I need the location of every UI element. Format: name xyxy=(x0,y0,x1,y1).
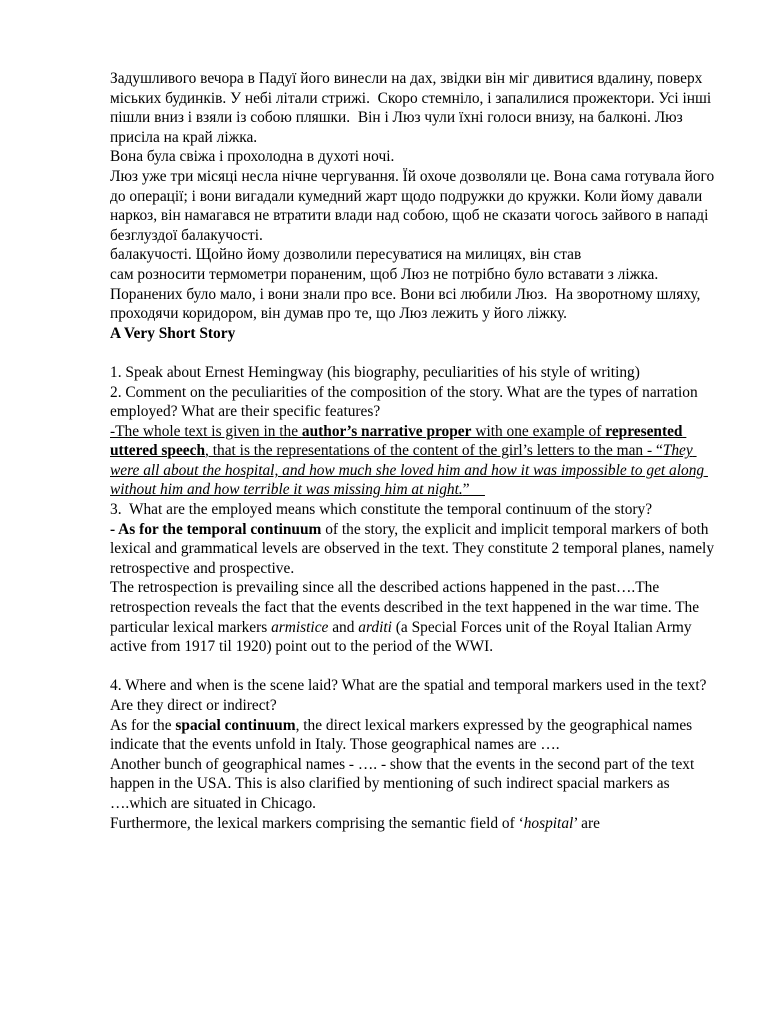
answer-4-rest: , the direct lexical markers expressed by the geographical names indicate that the events unfold in Italy. Those geographical names are …. xyxy=(110,716,697,754)
paragraph-ua-2: Вона була свіжа і прохолодна в духоті ночі. xyxy=(110,148,395,166)
paragraph-ua-4: балакучості. Щойно йому дозволили пересуватися на милицях, він став xyxy=(110,246,582,264)
paragraph-ua-3: Люз уже три місяці несла нічне чергування. Їй охоче дозволяли це. Вона сама готувала його до операції; і вони вигадали кумедний жарт щодо подружки до кружки. Коли йому давали наркоз, він намагався не втратити влади над собою, щоб не сказати чогось зайвого в нападі безглуздої балакучості. xyxy=(110,167,719,244)
answer-4-bold: spacial continuum xyxy=(175,716,296,734)
answer-4c-text-2: ’ are xyxy=(573,814,600,832)
answer-2-text-3: , that is the representations of the content of the girl’s letters to the man - “ xyxy=(205,442,663,460)
answer-2-text-4: ” xyxy=(462,481,485,499)
answer-3 xyxy=(110,520,716,579)
answer-4c-italic: hospital xyxy=(523,814,574,832)
answer-2-quote: They were all about the hospital, and how much she loved him and how it was impossible to get along without him and how terrible it was missing him at night. xyxy=(110,442,708,499)
answer-2-bold-2: represented uttered speech xyxy=(110,422,687,460)
answer-3b-italic-2: arditi xyxy=(358,618,392,636)
answer-4c-text-1: Furthermore, the lexical markers comprising the semantic field of ‘ xyxy=(110,814,524,832)
answer-4 xyxy=(110,716,716,755)
blank-line xyxy=(110,343,716,363)
paragraph-ua-1: Задушливого вечора в Падуї його винесли на дах, звідки він міг дивитися вдалину, поверх міських будинків. У небі літали стрижі. Скоро стемніло, і запалилися прожектори. Усі інші пішли вниз і взяли із собою пляшки. Він і Люз чули їхні голоси внизу, на балконі. Люз присіла на край ліжка. xyxy=(110,70,715,146)
answer-4-lead: As for the xyxy=(110,716,176,734)
answer-2-text-1: -The whole text is given in the xyxy=(110,422,302,440)
blank-line xyxy=(110,657,716,677)
answer-2 xyxy=(110,422,716,500)
story-heading-text: A Very Short Story xyxy=(110,324,236,342)
answer-3b-text-1: The retrospection is prevailing since all the described actions happened in the past….The retrospection reveals the fact that the events described in the text happened in the war time. The particular lexical markers xyxy=(110,579,703,636)
paragraph-ua-5: сам розносити термометри пораненим, щоб Люз не потрібно було вставати з ліжка. Поранених було мало, і вони знали про все. Вони всі любили Люз. На зворотному шляху, проходячи коридором, він думав про те, що Люз лежить у його ліжку. xyxy=(110,265,705,323)
answer-3b-italic-1: armistice xyxy=(271,618,329,636)
document-page xyxy=(110,69,719,833)
answer-2-text-2: with one example of xyxy=(471,422,606,440)
question-4: 4. Where and when is the scene laid? What are the spatial and temporal markers used in the text? Are they direct or indirect? xyxy=(110,677,710,714)
answer-3b-text-2: and xyxy=(328,618,359,636)
answer-3-lead: - As for the xyxy=(110,520,187,538)
answer-3b-text-3: (a Special Forces unit of the Royal Italian Army active from 1917 til 1920) point out to the period of the WWI. xyxy=(110,618,696,656)
question-1: 1. Speak about Ernest Hemingway (his biography, peculiarities of his style of writing) xyxy=(110,363,640,381)
question-3: 3. What are the employed means which constitute the temporal continuum of the story? xyxy=(110,501,653,519)
answer-4c xyxy=(110,814,716,834)
answer-3-rest: of the story, the explicit and implicit temporal markers of both lexical and grammatical levels are observed in the text. They constitute 2 temporal planes, namely retrospective and prospective. xyxy=(110,520,718,577)
answer-3b xyxy=(110,578,716,656)
answer-3-bold: temporal continuum xyxy=(186,520,322,538)
answer-2-bold-1: author’s narrative proper xyxy=(301,422,472,440)
answer-4b: Another bunch of geographical names - …. - show that the events in the second part of the text happen in the USA. This is also clarified by mentioning of such indirect spacial markers as ….which are situated in Chicago. xyxy=(110,755,699,812)
story-heading xyxy=(110,324,716,344)
question-2: 2. Comment on the peculiarities of the composition of the story. What are the types of narration employed? What are their specific features? xyxy=(110,383,702,421)
